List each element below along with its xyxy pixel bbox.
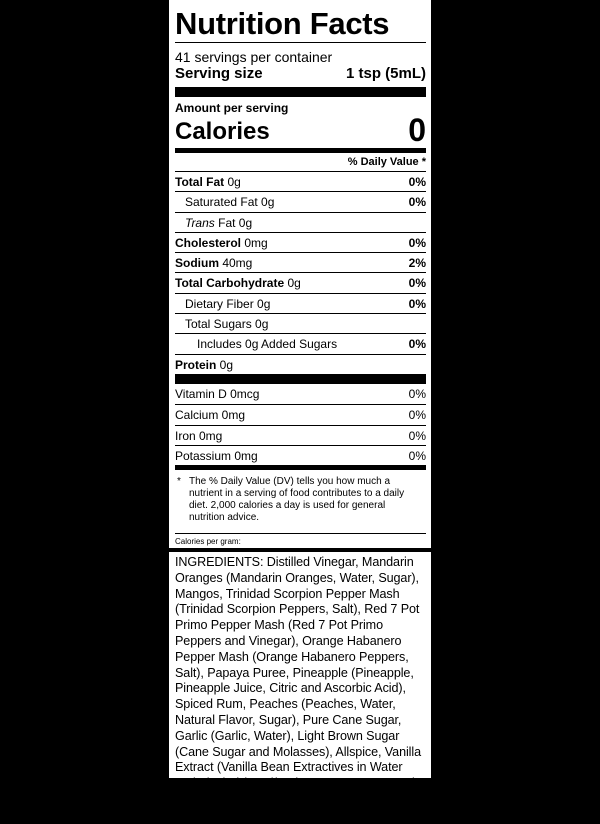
nutrient-name: Trans [185,215,215,230]
nutrient-amount: 0g [216,357,234,372]
nutrient-dv: 0% [408,175,426,189]
nutrient-row-cholesterol [175,232,426,252]
servings-per-container: 41 servings per container [175,49,333,65]
vitamin-row-iron [175,425,426,445]
thick-divider [175,374,426,384]
calories-value: 0 [408,112,426,148]
vitamin-dv: 0% [408,408,426,423]
serving-size-row [175,65,426,83]
divider [175,42,426,43]
vitamin-amount: Potassium 0mg [175,448,258,463]
nutrient-row-saturated-fat [175,191,426,211]
vitamin-dv: 0% [408,448,426,463]
calories-per-gram-label: Calories per gram: [175,537,241,547]
vitamin-amount: Vitamin D 0mcg [175,386,260,401]
calories-label: Calories [175,118,270,145]
vitamin-row-potassium [175,445,426,465]
nutrient-row-total-sugars [175,313,426,333]
vitamin-row-vitamin-d [175,384,426,404]
nutrient-row-total-fat [175,171,426,191]
daily-value-header: % Daily Value * [347,156,426,168]
nutrient-dv: 0% [408,195,426,210]
nutrient-name: Protein [175,357,217,372]
calories-row [175,112,426,148]
nutrient-dv: 0% [408,276,426,291]
nutrition-facts-panel [169,0,431,548]
thick-divider [175,87,426,97]
ingredients-text: INGREDIENTS: Distilled Vinegar, Mandarin Oranges (Mandarin Oranges, Water, Sugar), Mangos, Trinidad Scorpion Pepper Mash (Trinidad Scorpion Peppers, Salt), Red 7 Pot Primo Pepper Mash (Red 7 Pot Primo Peppers and Vinegar), Orange Habanero Pepper Mash (Orange Habanero Peppers, Salt), Papaya Puree, Pineapple (Pineapple, Pineapple Juice, Citric and Ascorbic Acid), Spiced Rum, Peaches (Peaches, Water, Natural Flavor, Sugar), Pure Cane Sugar, Garlic (Garlic, Water), Light Brown Sugar (Cane Sugar and Molasses), Allspice, Vanilla Extract (Vanilla Bean Extractives in Water and Alcohol (41%)), Cinnamon, Curry Powder (Spices, Turmeric, Salt. Contains Mustard), Ginger, Cloves, Cumin [175,555,426,822]
nutrient-name: Total Fat [175,175,225,189]
nutrient-amount: Saturated Fat 0g [185,195,275,210]
nutrient-dv: 0% [408,337,426,352]
panel-title: Nutrition Facts [175,6,390,41]
nutrient-row-dietary-fiber [175,293,426,313]
vitamin-amount: Calcium 0mg [175,408,246,423]
nutrient-row-added-sugars [175,333,426,353]
nutrient-amount: Fat 0g [214,215,253,230]
ingredients-panel [169,552,431,822]
vitamin-amount: Iron 0mg [175,428,223,443]
medium-divider [175,465,426,470]
nutrient-amount: Total Sugars 0g [185,317,269,332]
amount-per-serving: Amount per serving [175,101,289,115]
nutrient-amount: Includes 0g Added Sugars [197,337,338,352]
nutrient-amount: Dietary Fiber 0g [185,296,271,311]
nutrient-amount: 0mg [241,235,268,250]
nutrient-amount: 0g [224,175,241,189]
footnote-text: The % Daily Value (DV) tells you how much a nutrient in a serving of food contributes to a daily diet. 2,000 calories a day is used for general nutrition advice. [189,476,405,524]
nutrient-name: Total Carbohydrate [175,276,285,291]
nutrient-row-total-carbohydrate [175,272,426,292]
nutrient-dv: 0% [408,296,426,311]
nutrient-row-sodium [175,252,426,272]
footnote-asterisk: * [177,476,181,488]
nutrient-name: Cholesterol [175,235,242,250]
serving-size-label: Serving size [175,65,263,82]
nutrient-amount: 40mg [219,256,253,271]
divider [175,533,426,534]
vitamin-row-calcium [175,404,426,424]
serving-size-value: 1 tsp (5mL) [345,65,426,82]
nutrient-row-protein [175,354,426,374]
nutrient-amount: 0g [284,276,301,291]
nutrient-dv: 2% [408,256,426,271]
nutrient-dv: 0% [408,235,426,250]
daily-value-footnote [175,476,426,524]
vitamin-dv: 0% [408,386,426,401]
nutrient-name: Sodium [175,256,219,271]
vitamin-dv: 0% [408,428,426,443]
nutrient-row-trans-fat [175,212,426,232]
